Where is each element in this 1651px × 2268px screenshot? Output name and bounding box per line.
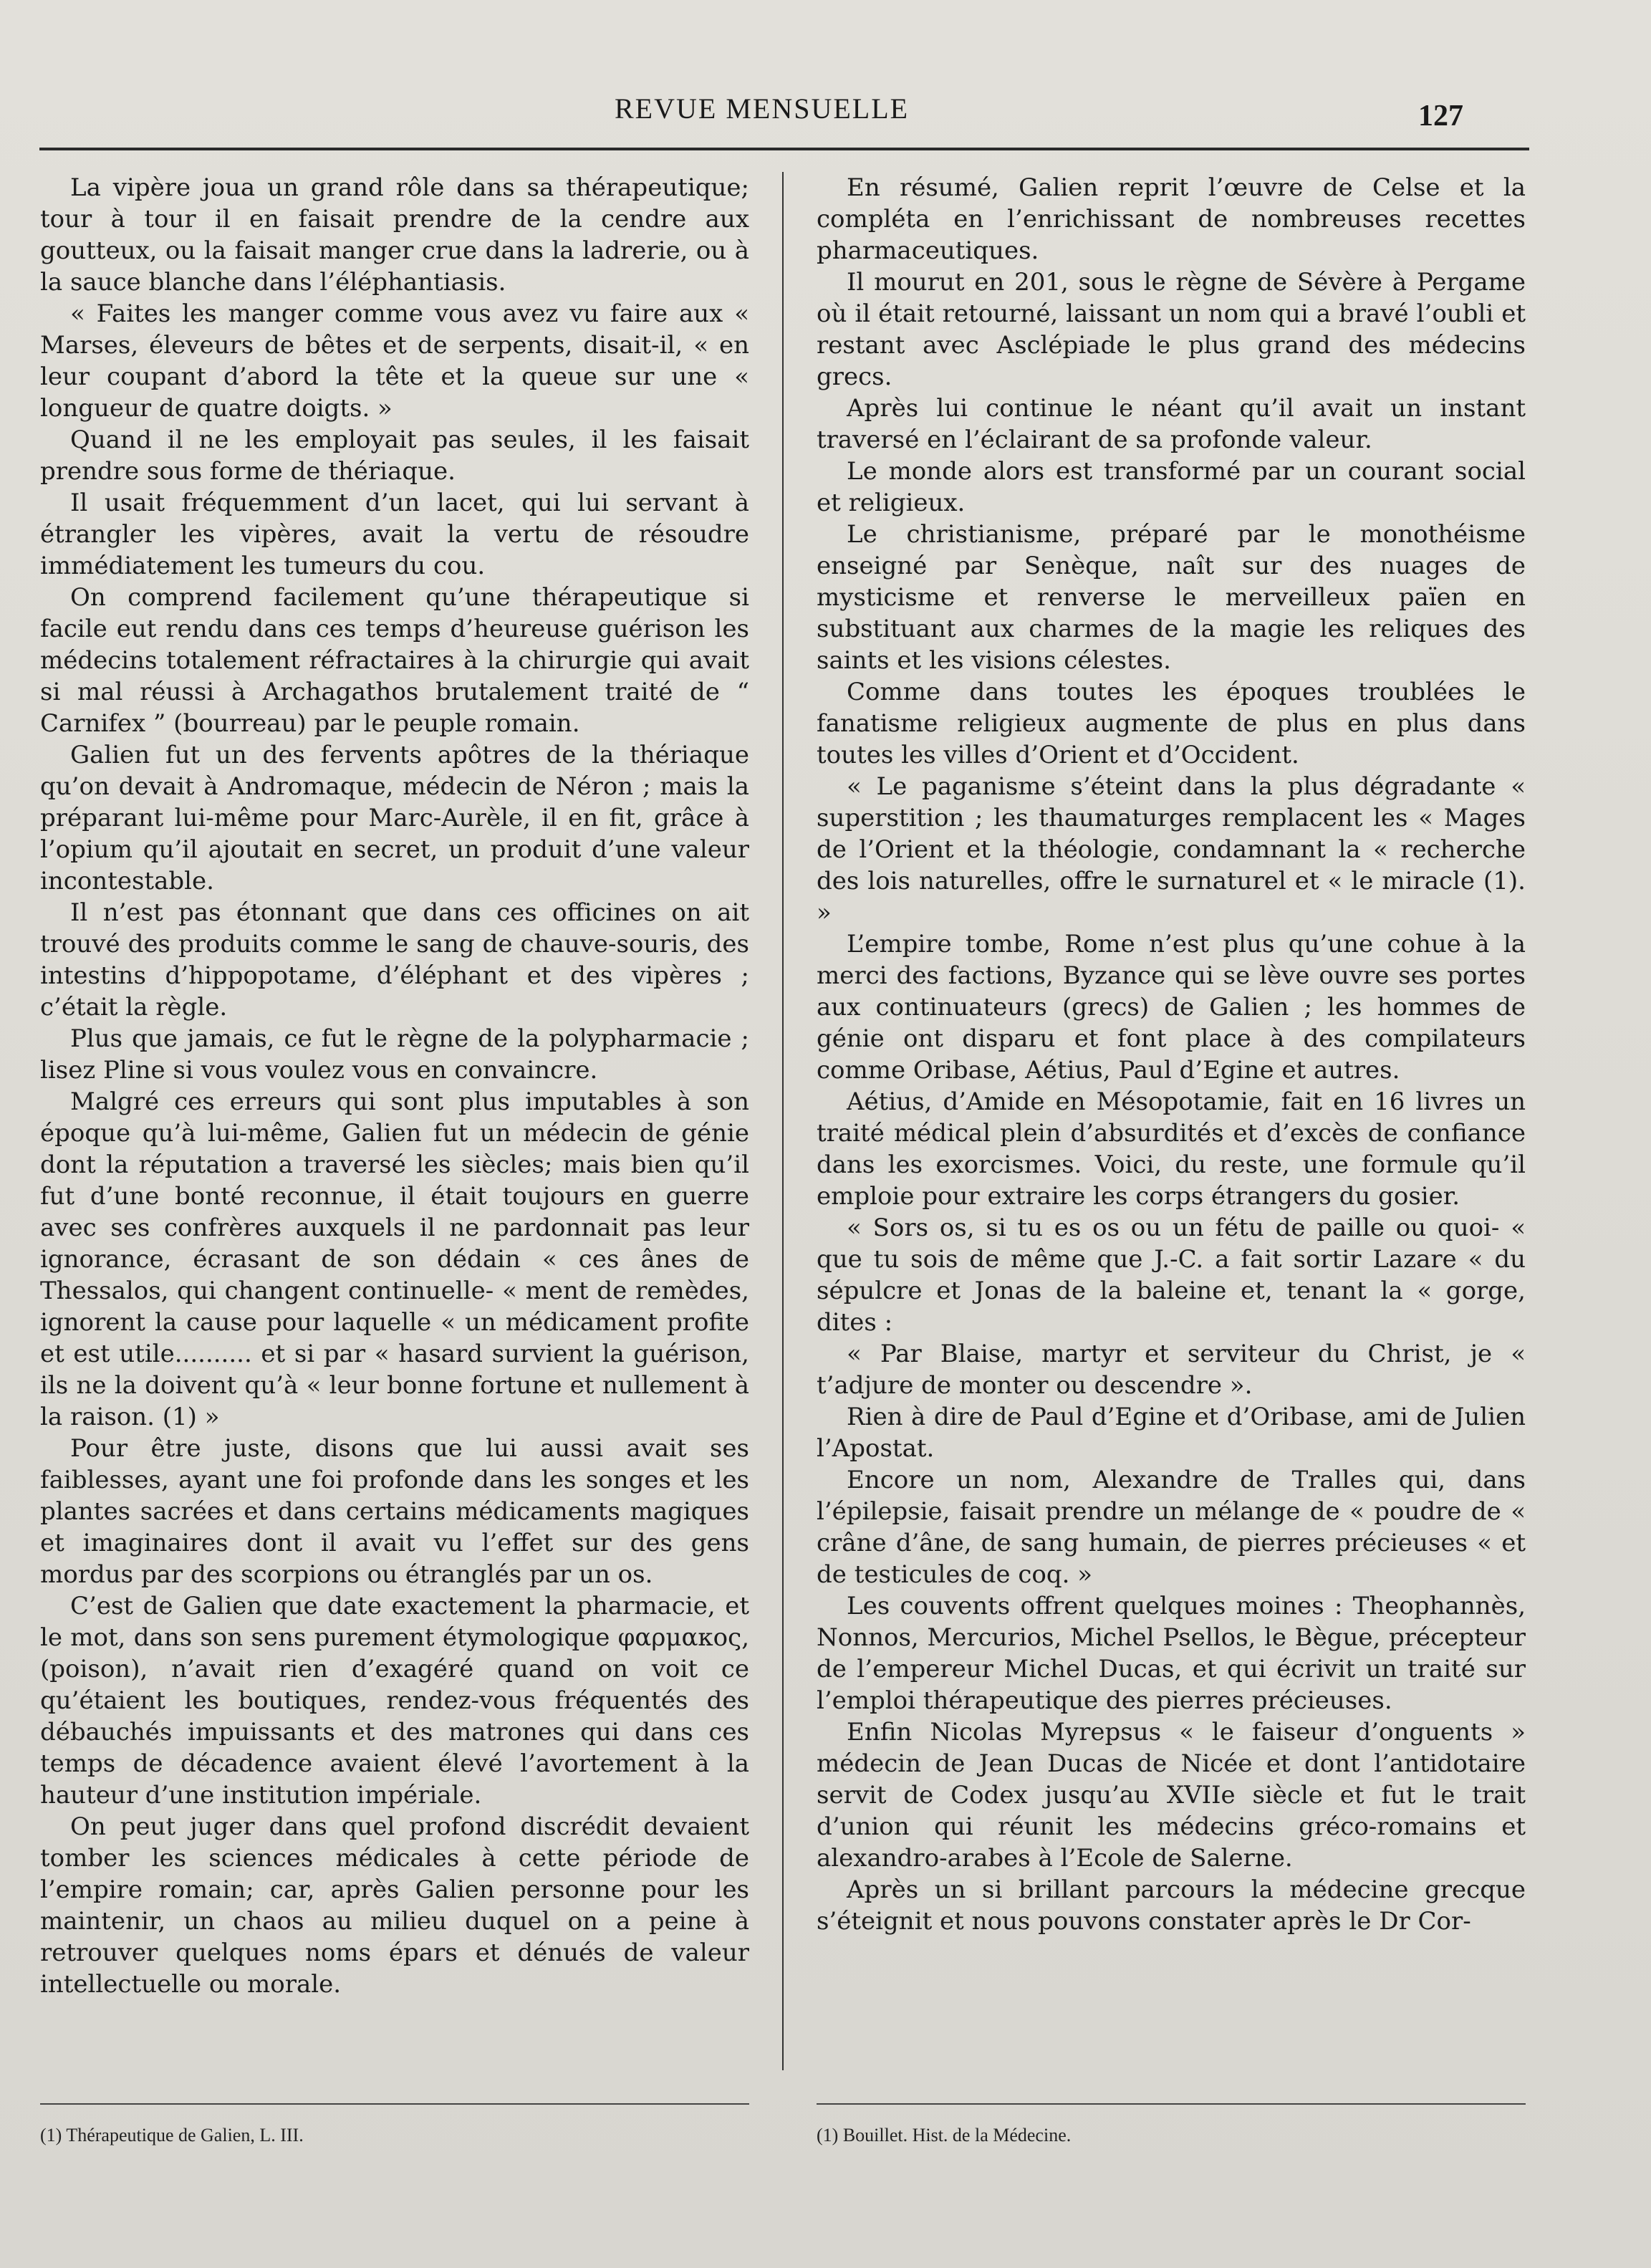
running-header (0, 92, 1651, 135)
paragraph: Malgré ces erreurs qui sont plus imputables à son époque qu’à lui-même, Galien fut un médecin de génie dont la réputation a traversé les siècles; mais bien qu’il fut d’une bonté reconnue, il était toujours en guerre avec ses confrères auxquels il ne pardonnait pas leur ignorance, écrasant de son dédain « ces ânes de Thessalos, qui changent continuelle- « ment de remèdes, ignorent la cause pour laquelle « un médicament profite et est utile.......... et si par « hasard survient la guérison, ils ne la doivent qu’à « leur bonne fortune et nullement à la raison. (1) » (40, 1087, 749, 1431)
paragraph: L’empire tombe, Rome n’est plus qu’une cohue à la merci des factions, Byzance qui se lève ouvre ses portes aux continuateurs (grecs) de Galien ; les hommes de génie ont disparu et font place à des compilateurs comme Oribase, Aétius, Paul d’Egine et autres. (817, 930, 1526, 1085)
paragraph: Après un si brillant parcours la médecine grecque s’éteignit et nous pouvons constater après le Dr Cor- (817, 1875, 1526, 1936)
paragraph: On comprend facilement qu’une thérapeutique si facile eut rendu dans ces temps d’heureuse guérison les médecins totalement réfractaires à la chirurgie qui avait si mal réussi à Archagathos brutalement traité de “ Carnifex ” (bourreau) par le peuple romain. (40, 583, 749, 738)
paragraph: C’est de Galien que date exactement la pharmacie, et le mot, dans son sens purement étymologique φαρμακος, (poison), n’avait rien d’exagéré quand on voit ce qu’étaient les boutiques, rendez-vous fréquentés des débauchés impuissants et des matrones qui dans ces temps de décadence avaient élevé l’avortement à la hauteur d’une institution impériale. (40, 1592, 749, 1810)
paragraph: Comme dans toutes les époques troublées le fanatisme religieux augmente de plus en plus dans toutes les villes d’Orient et d’Occident. (817, 678, 1526, 769)
paragraph: En résumé, Galien reprit l’œuvre de Celse et la compléta en l’enrichissant de nombreuses recettes pharmaceutiques. (817, 173, 1526, 265)
footnote-rule-right (817, 2103, 1526, 2105)
paragraph: « Faites les manger comme vous avez vu faire aux « Marses, éleveurs de bêtes et de serpents, disait-il, « en leur coupant d’abord la tête et la queue sur une « longueur de quatre doigts. » (40, 299, 749, 423)
paragraph: « Sors os, si tu es os ou un fétu de paille ou quoi- « que tu sois de même que J.-C. a fait sortir Lazare « du sépulcre et Jonas de la baleine et, tenant la « gorge, dites : (817, 1214, 1526, 1337)
paragraph: Le monde alors est transformé par un courant social et religieux. (817, 457, 1526, 517)
page-number: 127 (1418, 100, 1463, 133)
footnote-rule-left (40, 2103, 749, 2105)
footnote-left: (1) Thérapeutique de Galien, L. III. (40, 2125, 304, 2146)
header-rule (39, 148, 1529, 150)
paragraph: Les couvents offrent quelques moines : Theophannès, Nonnos, Mercurios, Michel Psellos, le Bègue, précepteur de l’empereur Michel Ducas, et qui écrivit un traité sur l’emploi thérapeutique des pierres précieuses. (817, 1592, 1526, 1715)
journal-title: REVUE MENSUELLE (615, 92, 910, 125)
footnote-right: (1) Bouillet. Hist. de la Médecine. (817, 2125, 1072, 2146)
paragraph: Il mourut en 201, sous le règne de Sévère à Pergame où il était retourné, laissant un nom qui a bravé l’oubli et restant avec Asclépiade le plus grand des médecins grecs. (817, 268, 1526, 391)
paragraph: Quand il ne les employait pas seules, il les faisait prendre sous forme de thériaque. (40, 426, 749, 486)
left-column (40, 172, 749, 2000)
right-column (817, 172, 1526, 1937)
column-divider (782, 172, 784, 2070)
paragraph: Il n’est pas étonnant que dans ces officines on ait trouvé des produits comme le sang de chauve-souris, des intestins d’hippopotame, d’éléphant et des vipères ; c’était la règle. (40, 898, 749, 1022)
paragraph: Pour être juste, disons que lui aussi avait ses faiblesses, ayant une foi profonde dans les songes et les plantes sacrées et dans certains médicaments magiques et imaginaires dont il avait vu l’effet sur des gens mordus par des scorpions ou étranglés par un os. (40, 1434, 749, 1589)
paragraph: Après lui continue le néant qu’il avait un instant traversé en l’éclairant de sa profonde valeur. (817, 394, 1526, 454)
paragraph: On peut juger dans quel profond discrédit devaient tomber les sciences médicales à cette période de l’empire romain; car, après Galien personne pour les maintenir, un chaos au milieu duquel on a peine à retrouver quelques noms épars et dénués de valeur intellectuelle ou morale. (40, 1812, 749, 1999)
paragraph: Plus que jamais, ce fut le règne de la polypharmacie ; lisez Pline si vous voulez vous en convaincre. (40, 1024, 749, 1085)
paragraph: Enfin Nicolas Myrepsus « le faiseur d’onguents » médecin de Jean Ducas de Nicée et dont l’antidotaire servit de Codex jusqu’au XVIIe siècle et fut le trait d’union qui réunit les médecins gréco-romains et alexandro-arabes à l’Ecole de Salerne. (817, 1718, 1526, 1873)
paragraph: Rien à dire de Paul d’Egine et d’Oribase, ami de Julien l’Apostat. (817, 1403, 1526, 1463)
paragraph: Le christianisme, préparé par le monothéisme enseigné par Senèque, naît sur des nuages de mysticisme et renverse le merveilleux païen en substituant aux charmes de la magie les reliques des saints et les visions célestes. (817, 520, 1526, 675)
paragraph: Galien fut un des fervents apôtres de la thériaque qu’on devait à Andromaque, médecin de Néron ; mais la préparant lui-même pour Marc-Aurèle, il en fit, grâce à l’opium qu’il ajoutait en secret, un produit d’une valeur incontestable. (40, 741, 749, 895)
paragraph: « Par Blaise, martyr et serviteur du Christ, je « t’adjure de monter ou descendre ». (817, 1340, 1526, 1400)
paragraph: Il usait fréquemment d’un lacet, qui lui servant à étrangler les vipères, avait la vertu de résoudre immédiatement les tumeurs du cou. (40, 489, 749, 580)
paragraph: La vipère joua un grand rôle dans sa thérapeutique; tour à tour il en faisait prendre de la cendre aux goutteux, ou la faisait manger crue dans la ladrerie, ou à la sauce blanche dans l’éléphantiasis. (40, 173, 749, 297)
paragraph: Aétius, d’Amide en Mésopotamie, fait en 16 livres un traité médical plein d’absurdités et d’excès de confiance dans les exorcismes. Voici, du reste, une formule qu’il emploie pour extraire les corps étrangers du gosier. (817, 1087, 1526, 1211)
paragraph: « Le paganisme s’éteint dans la plus dégradante « superstition ; les thaumaturges remplacent les « Mages de l’Orient et la théologie, condamnant la « recherche des lois naturelles, offre le surnaturel et « le miracle (1). » (817, 772, 1526, 927)
paragraph: Encore un nom, Alexandre de Tralles qui, dans l’épilepsie, faisait prendre un mélange de « poudre de « crâne d’âne, de sang humain, de pierres précieuses « et de testicules de coq. » (817, 1466, 1526, 1589)
